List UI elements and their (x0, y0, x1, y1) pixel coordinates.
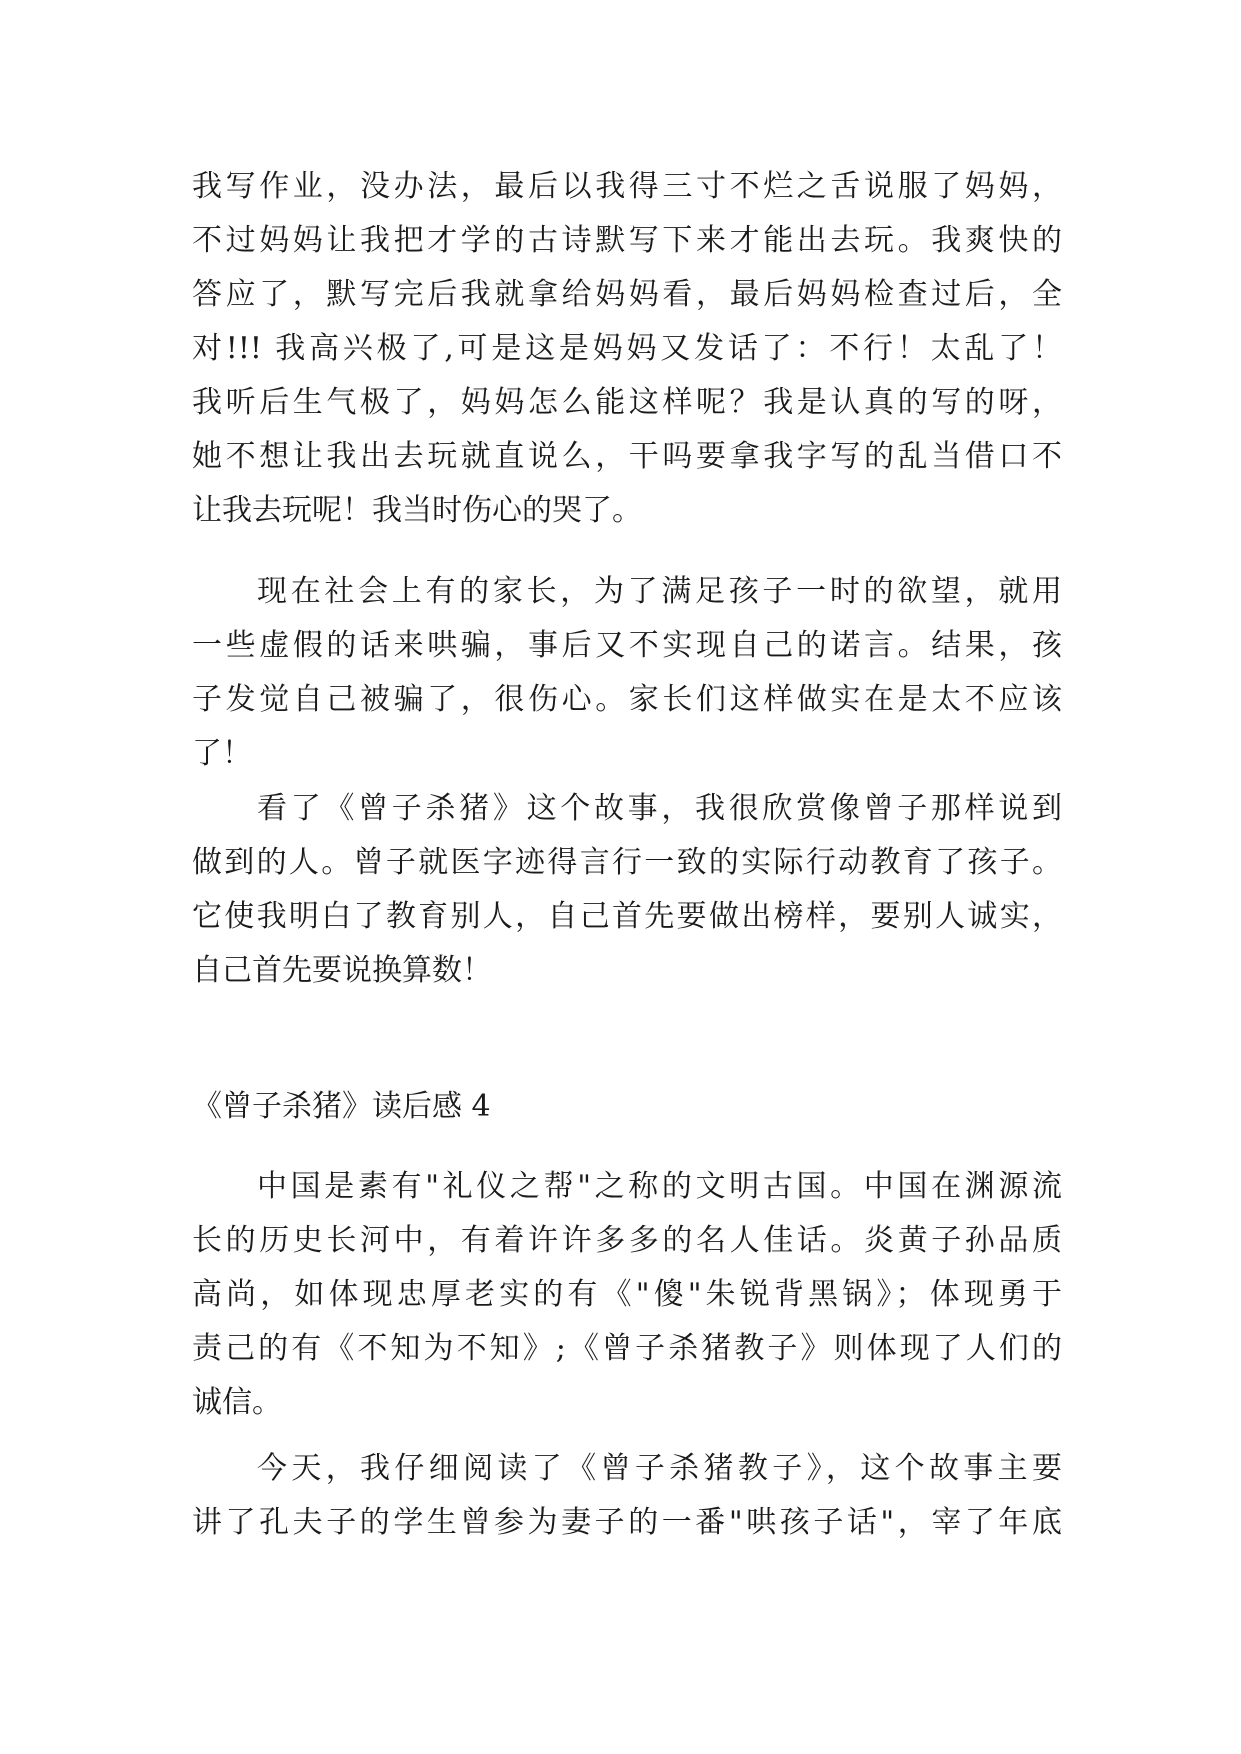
text-line: 让我去玩呢！我当时伤心的哭了。 (192, 493, 642, 528)
paragraph-essay-4-intro (192, 1160, 1062, 1430)
section-title: 《曾子杀猪》读后感 4 (192, 1089, 491, 1124)
text-line: 诚信。 (192, 1385, 282, 1420)
text-line: 不过妈妈让我把才学的古诗默写下来才能出去玩。我爽快的 (192, 223, 1062, 258)
text-line: 看了《曾子杀猪》这个故事，我很欣赏像曾子那样说到 (257, 791, 1062, 826)
text-line: 了！ (192, 736, 252, 771)
text-line: 子发觉自己被骗了，很伤心。家长们这样做实在是太不应该 (192, 682, 1062, 717)
text-line: 中国是素有"礼仪之帮"之称的文明古国。中国在渊源流 (257, 1169, 1062, 1204)
text-line: 自己首先要说换算数！ (192, 953, 492, 988)
text-line: 长的历史长河中，有着许许多多的名人佳话。炎黄子孙品质 (192, 1223, 1062, 1258)
text-line: 她不想让我出去玩就直说么，干吗要拿我字写的乱当借口不 (192, 439, 1062, 474)
text-line: 我听后生气极了，妈妈怎么能这样呢？我是认真的写的呀， (192, 385, 1062, 420)
text-line: 我写作业，没办法，最后以我得三寸不烂之舌说服了妈妈， (192, 169, 1062, 204)
paragraph-story-ending (192, 160, 1062, 538)
paragraph-parents-reflection (192, 565, 1062, 781)
paragraph-essay-4-story (192, 1442, 1062, 1550)
text-line: 高尚，如体现忠厚老实的有《"傻"朱锐背黑锅》；体现勇于 (192, 1277, 1062, 1312)
text-line: 责己的有《不知为不知》;《曾子杀猪教子》则体现了人们的 (192, 1331, 1062, 1366)
text-line: 答应了，默写完后我就拿给妈妈看，最后妈妈检查过后，全 (192, 277, 1062, 312)
text-line: 做到的人。曾子就医字迹得言行一致的实际行动教育了孩子。 (192, 845, 1062, 880)
text-line: 现在社会上有的家长，为了满足孩子一时的欲望，就用 (257, 574, 1062, 609)
paragraph-conclusion (192, 782, 1062, 998)
text-line: 对!!! 我高兴极了,可是这是妈妈又发话了：不行！太乱了！ (192, 331, 1062, 366)
text-line: 讲了孔夫子的学生曾参为妻子的一番"哄孩子话"，宰了年底 (192, 1505, 1062, 1540)
text-line: 今天，我仔细阅读了《曾子杀猪教子》，这个故事主要 (257, 1451, 1062, 1486)
text-line: 一些虚假的话来哄骗，事后又不实现自己的诺言。结果，孩 (192, 628, 1062, 663)
text-line: 它使我明白了教育别人，自己首先要做出榜样，要别人诚实， (192, 899, 1062, 934)
